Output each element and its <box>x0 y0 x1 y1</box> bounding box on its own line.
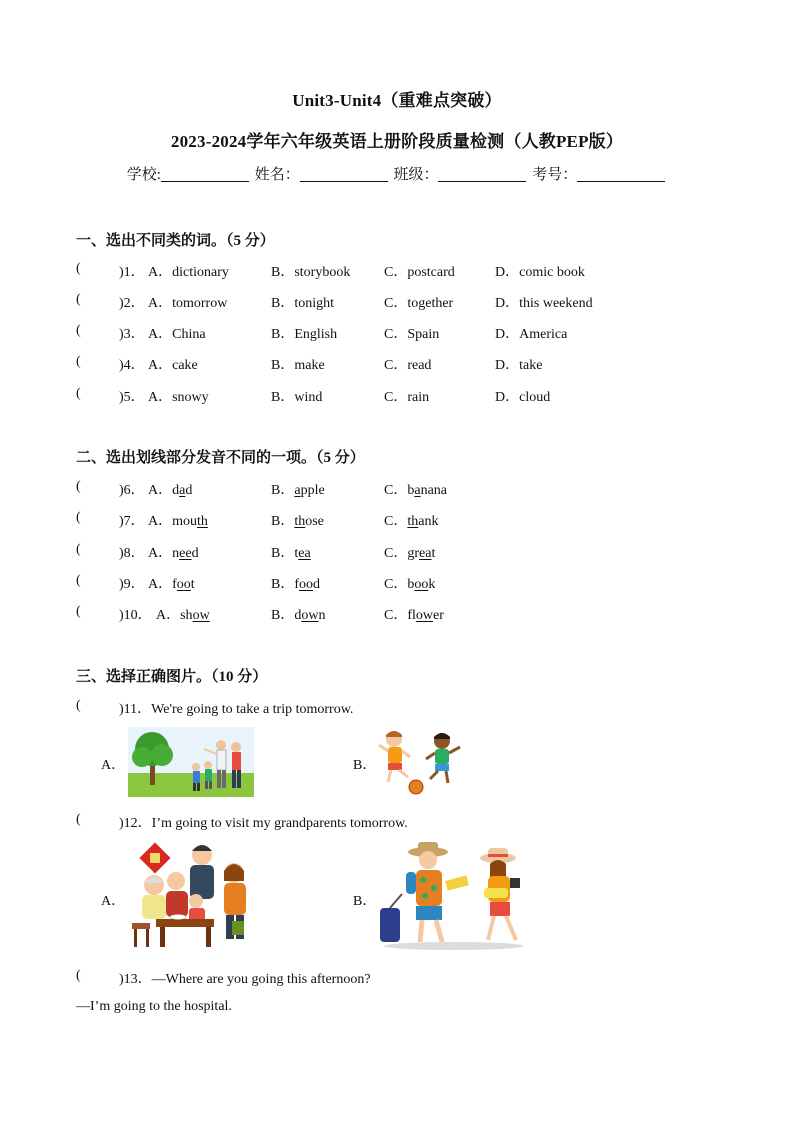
option-b <box>271 479 325 499</box>
travel-picture[interactable] <box>376 838 530 952</box>
question-number: )9． <box>119 577 145 592</box>
word-part: C． <box>384 514 408 529</box>
underlined-letters: th <box>197 514 208 529</box>
word-part: nana <box>420 483 447 498</box>
answer-paren[interactable]: ( <box>76 698 81 713</box>
word-part: d <box>185 483 193 498</box>
underlined-letters: ow <box>301 608 319 623</box>
question-12-text: )12．I’m going to visit my grandparents tomorrow. <box>119 816 408 831</box>
title-line-1: Unit3-Unit4（重难点突破） <box>292 91 502 110</box>
school-blank[interactable] <box>161 165 249 182</box>
answer-paren[interactable]: ( <box>76 542 81 557</box>
football-picture[interactable] <box>376 727 470 797</box>
trip-picture[interactable] <box>128 727 254 797</box>
option-d: D．comic book <box>495 265 585 280</box>
section-3-heading: 三、选择正确图片。（10 分） <box>76 669 268 685</box>
question-number: )6． <box>119 483 145 498</box>
underlined-letters: a <box>179 483 186 498</box>
word-part: d <box>313 577 320 592</box>
option-a <box>148 510 208 530</box>
word-part: d <box>191 546 199 561</box>
section-2-heading: 二、选出划线部分发音不同的一项。（5 分） <box>76 450 365 466</box>
answer-paren[interactable]: ( <box>76 292 81 307</box>
option-a: A．China <box>148 327 206 342</box>
underlined-letters: a <box>414 483 421 498</box>
word-part: t <box>431 546 436 561</box>
option-b <box>271 573 320 593</box>
option-c: C．rain <box>384 390 430 405</box>
option-b: B．tonight <box>271 296 335 311</box>
option-a: A．tomorrow <box>148 296 228 311</box>
class-label: 班级： <box>393 167 439 183</box>
option-a <box>148 573 195 593</box>
word-part: A．n <box>148 546 180 561</box>
word-part: B． <box>271 483 295 498</box>
question-13-answer: —I’m going to the hospital. <box>76 999 232 1014</box>
underlined-letters: oo <box>414 577 429 592</box>
question-number: )10． <box>119 608 152 623</box>
option-c <box>384 510 438 530</box>
picture-label-a: A． <box>101 894 126 909</box>
option-c <box>384 542 435 562</box>
title-line-2: 2023-2024学年六年级英语上册阶段质量检测（人教PEP版） <box>170 132 624 151</box>
answer-paren[interactable]: ( <box>76 479 81 494</box>
answer-paren[interactable]: ( <box>76 968 81 983</box>
word-part: n <box>318 608 326 623</box>
underlined-letters: ee <box>179 546 192 561</box>
student-info-line <box>0 163 794 184</box>
question-number: )3． <box>119 327 145 342</box>
grandparents-picture[interactable] <box>126 841 254 953</box>
picture-label-b: B． <box>353 894 377 909</box>
question-13-text: )13．—Where are you going this afternoon? <box>119 972 371 987</box>
name-blank[interactable] <box>300 165 388 182</box>
word-part: A．d <box>148 483 180 498</box>
word-part: C．fl <box>384 608 416 623</box>
question-number: )7． <box>119 514 145 529</box>
word-part: pple <box>300 483 325 498</box>
option-b: B．storybook <box>271 265 351 280</box>
underlined-letters: oo <box>299 577 313 592</box>
option-b: B．English <box>271 327 338 342</box>
answer-paren[interactable]: ( <box>76 510 81 525</box>
option-b <box>271 604 325 624</box>
answer-paren[interactable]: ( <box>76 386 81 401</box>
word-part: A．sh <box>156 608 193 623</box>
option-c: C．together <box>384 296 454 311</box>
option-a: A．cake <box>148 358 198 373</box>
class-blank[interactable] <box>438 165 526 182</box>
question-number: )5． <box>119 390 145 405</box>
word-part: ank <box>418 514 439 529</box>
word-part: B． <box>271 514 295 529</box>
option-a <box>148 479 192 499</box>
exam-number-label: 考号： <box>532 167 578 183</box>
underlined-letters: ow <box>415 608 434 623</box>
answer-paren[interactable]: ( <box>76 812 81 827</box>
option-c: C．Spain <box>384 327 440 342</box>
answer-paren[interactable]: ( <box>76 354 81 369</box>
word-part: C．b <box>384 483 415 498</box>
picture-label-a: A． <box>101 758 126 773</box>
underlined-letters: ea <box>298 546 311 561</box>
option-a <box>156 604 210 624</box>
question-number: )1． <box>119 265 145 280</box>
word-part: ose <box>305 514 324 529</box>
answer-paren[interactable]: ( <box>76 261 81 276</box>
option-d: D．this weekend <box>495 296 593 311</box>
option-d: D．cloud <box>495 390 551 405</box>
option-c: C．postcard <box>384 265 455 280</box>
underlined-letters: oo <box>176 577 191 592</box>
word-part: C．b <box>384 577 415 592</box>
section-1-heading: 一、选出不同类的词。（5 分） <box>76 233 275 249</box>
picture-label-b: B． <box>353 758 377 773</box>
underlined-letters: th <box>407 514 419 529</box>
word-part: B．t <box>271 546 299 561</box>
option-b <box>271 542 311 562</box>
name-label: 姓名： <box>254 167 300 183</box>
option-a: A．snowy <box>148 390 209 405</box>
word-part: k <box>428 577 436 592</box>
word-part: C．gr <box>384 546 419 561</box>
option-c <box>384 479 447 499</box>
word-part: A．f <box>148 577 177 592</box>
answer-paren[interactable]: ( <box>76 604 81 619</box>
question-11-text: )11．We're going to take a trip tomorrow. <box>119 702 354 717</box>
word-part: B．f <box>271 577 299 592</box>
answer-paren[interactable]: ( <box>76 323 81 338</box>
answer-paren[interactable]: ( <box>76 573 81 588</box>
word-part: er <box>433 608 444 623</box>
question-number: )4． <box>119 358 145 373</box>
underlined-letters: ea <box>419 546 432 561</box>
word-part: B．d <box>271 608 302 623</box>
option-a: A．dictionary <box>148 265 229 280</box>
underlined-letters: ow <box>192 608 210 623</box>
question-number: )2． <box>119 296 145 311</box>
underlined-letters: th <box>294 514 306 529</box>
question-number: )8． <box>119 546 145 561</box>
option-c <box>384 573 435 593</box>
word-part: A．mou <box>148 514 197 529</box>
option-d: D．America <box>495 327 568 342</box>
option-b: B．make <box>271 358 325 373</box>
underlined-letters: a <box>294 483 301 498</box>
option-a <box>148 542 199 562</box>
option-c: C．read <box>384 358 432 373</box>
option-b <box>271 510 324 530</box>
option-b: B．wind <box>271 390 323 405</box>
option-c <box>384 604 444 624</box>
word-part: t <box>190 577 195 592</box>
exam-number-blank[interactable] <box>577 165 665 182</box>
option-d: D．take <box>495 358 543 373</box>
school-label: 学校: <box>126 167 161 183</box>
